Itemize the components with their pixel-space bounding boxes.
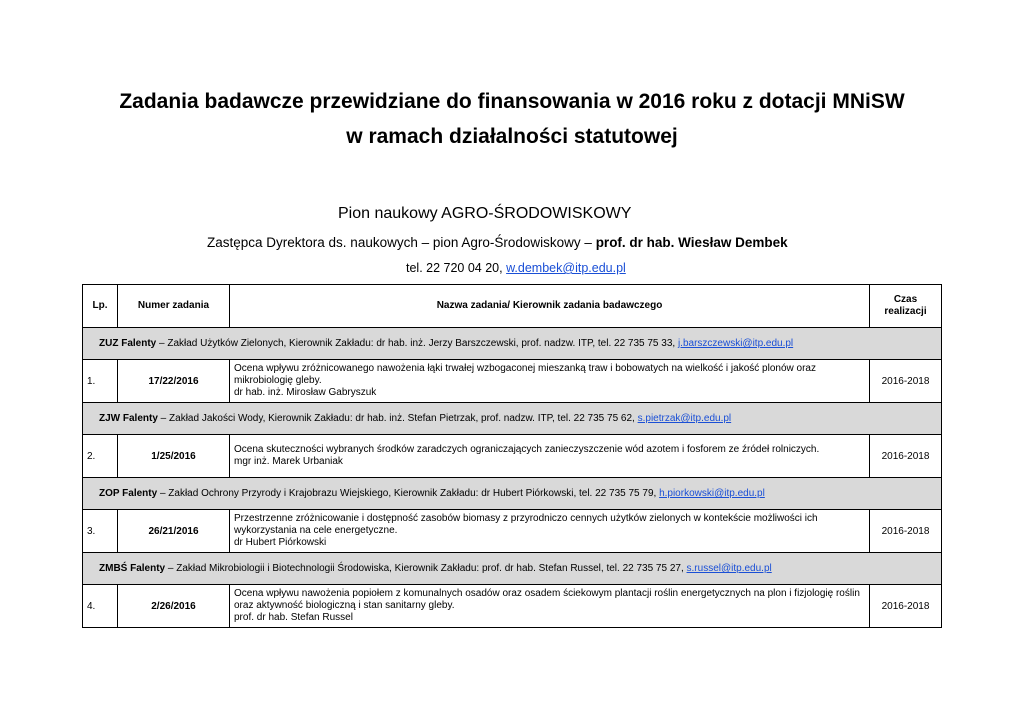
department-row [83,478,942,510]
task-lp: 3. [83,510,118,553]
department-code: ZJW Falenty [99,413,158,424]
contact-line [406,261,626,275]
contact-phone: tel. 22 720 04 20, [406,261,507,275]
department-cell [83,478,942,510]
department-email-link[interactable]: s.russel@itp.edu.pl [686,563,772,574]
task-time: 2016-2018 [870,360,942,403]
task-time: 2016-2018 [870,510,942,553]
deputy-name: prof. dr hab. Wiesław Dembek [595,235,788,250]
deputy-role: Zastępca Dyrektora ds. naukowych – pion Agro-Środowiskowy – [207,235,596,250]
department-info: – Zakład Ochrony Przyrody i Krajobrazu Wiejskiego, Kierownik Zakładu: dr Hubert Piórkowski, tel. 22 735 75 79, [157,488,660,499]
header-number: Numer zadania [118,285,230,328]
task-description [230,510,870,553]
department-code: ZOP Falenty [99,488,158,499]
department-code: ZMBŚ Falenty [99,563,166,574]
department-info: – Zakład Jakości Wody, Kierownik Zakładu: dr hab. inż. Stefan Pietrzak, prof. nadzw. ITP, tel. 22 735 75 62, [157,413,638,424]
task-description [230,435,870,478]
task-title: Ocena wpływu nawożenia popiołem z komunalnych osadów oraz osadem ściekowym plantacji roślin energetycznych na plon i fizjologię roślin oraz aktywność biologiczną i stan sanitarny gleby. [234,588,860,611]
task-title: Ocena skuteczności wybranych środków zaradczych ograniczających zanieczyszczenie wód azotem i fosforem ze źródeł rolniczych. [234,444,820,455]
page-title-line2: w ramach działalności statutowej [346,125,678,148]
task-number: 1/25/2016 [118,435,230,478]
task-lp: 2. [83,435,118,478]
department-cell [83,553,942,585]
department-row [83,403,942,435]
department-row [83,553,942,585]
header-lp: Lp. [83,285,118,328]
task-manager: dr hab. inż. Mirosław Gabryszuk [234,387,377,398]
department-email-link[interactable]: j.barszczewski@itp.edu.pl [677,338,794,349]
header-time: Czas realizacji [870,285,942,328]
table-row [83,435,942,478]
task-manager: prof. dr hab. Stefan Russel [234,612,353,623]
department-email-link[interactable]: h.piorkowski@itp.edu.pl [659,488,765,499]
table-row [83,585,942,628]
department-code: ZUZ Falenty [99,338,157,349]
task-title: Ocena wpływu zróżnicowanego nawożenia łąki trwałej wzbogaconej mieszanką traw i bobowatych na wielkość i jakość plonów oraz mikrobiologię gleby. [234,363,816,386]
task-number: 17/22/2016 [118,360,230,403]
task-description [230,360,870,403]
table-header-row [83,285,942,328]
header-name: Nazwa zadania/ Kierownik zadania badawczego [230,285,870,328]
department-row [83,328,942,360]
task-lp: 1. [83,360,118,403]
pion-heading: Pion naukowy AGRO-ŚRODOWISKOWY [338,205,632,222]
task-number: 2/26/2016 [118,585,230,628]
tasks-table [82,284,942,628]
task-time: 2016-2018 [870,435,942,478]
department-info: – Zakład Użytków Zielonych, Kierownik Zakładu: dr hab. inż. Jerzy Barszczewski, prof. nadzw. ITP, tel. 22 735 75 33, [156,338,678,349]
contact-email-link[interactable]: w.dembek@itp.edu.pl [506,261,626,275]
task-description [230,585,870,628]
task-title: Przestrzenne zróżnicowanie i dostępność zasobów biomasy z przyrodniczo cennych użytków zielonych w kontekście możliwości ich wykorzystania na cele energetyczne. [234,513,818,536]
task-manager: dr Hubert Piórkowski [234,537,327,548]
department-email-link[interactable]: s.pietrzak@itp.edu.pl [637,413,732,424]
department-cell [83,403,942,435]
task-time: 2016-2018 [870,585,942,628]
table-row [83,510,942,553]
table-row [83,360,942,403]
task-number: 26/21/2016 [118,510,230,553]
task-manager: mgr inż. Marek Urbaniak [234,456,343,467]
task-lp: 4. [83,585,118,628]
department-info: – Zakład Mikrobiologii i Biotechnologii Środowiska, Kierownik Zakładu: prof. dr hab. Stefan Russel, tel. 22 735 75 27, [165,563,687,574]
department-cell [83,328,942,360]
deputy-director [207,235,788,250]
page-title-line1: Zadania badawcze przewidziane do finansowania w 2016 roku z dotacji MNiSW [119,90,905,113]
